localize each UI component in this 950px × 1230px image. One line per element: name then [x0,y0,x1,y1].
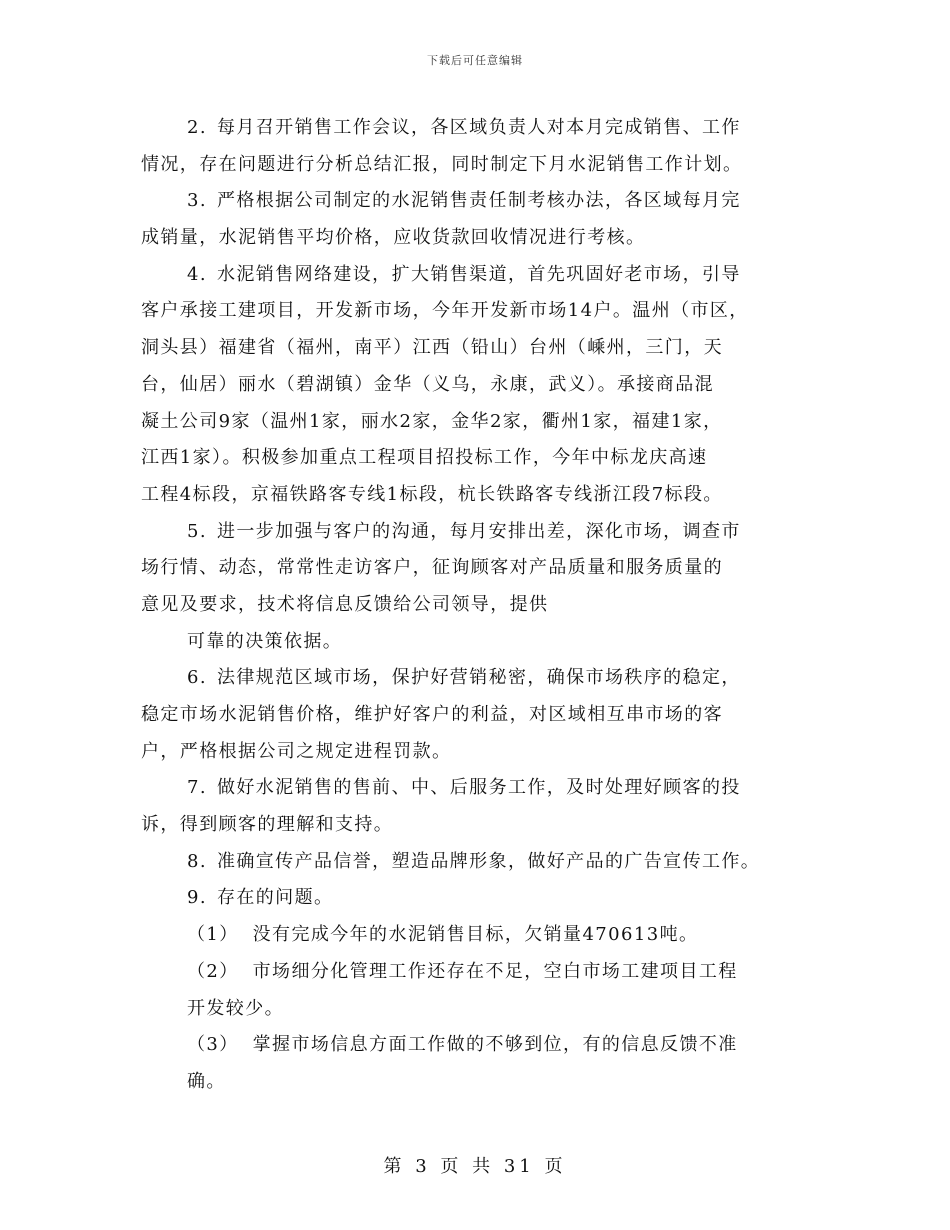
line-text: 进一步加强与客户的沟通，每月安排出差，深化市场，调查市 [216,520,741,542]
text-line [141,404,831,441]
line-text: 洞头县）福建省（福州，南平）江西（铅山）台州（嵊州，三门，天 [141,337,723,359]
text-line [141,293,831,330]
text-line [141,734,831,771]
line-text: 掌握市场信息方面工作做的不够到位，有的信息反馈不准 [252,1034,738,1056]
page-footer: 第 3 页 共 31 页 [383,1156,567,1177]
list-number: 6. [187,667,207,689]
line-text: 情况，存在问题进行分析总结汇报，同时制定下月水泥销售工作计划。 [141,153,743,175]
text-line [141,770,831,807]
line-text: 可靠的决策依据。 [187,630,343,652]
text-line [141,550,831,587]
line-text: 法律规范区域市场，保护好营销秘密，确保市场秩序的稳定， [216,667,741,689]
list-number: （2） [187,960,239,982]
list-number: 5. [187,520,207,542]
text-line [141,1064,831,1101]
text-line [141,330,831,367]
list-number: 8. [187,850,207,872]
line-text: 开发较少。 [187,997,284,1019]
text-line [141,147,831,184]
text-line [141,917,831,954]
text-line [141,660,831,697]
list-number: 9. [187,887,207,909]
text-line [141,807,831,844]
line-text: 凝土公司9家（温州1家，丽水2家，金华2家，衢州1家，福建1家， [141,410,723,432]
line-text: 诉，得到顾客的理解和支持。 [141,814,394,836]
text-line [141,991,831,1028]
line-text: 江西1家）。积极参加重点工程项目招投标工作，今年中标龙庆高速 [141,447,708,469]
text-line [141,844,831,881]
line-text: 确。 [187,1070,226,1092]
text-line [141,257,831,294]
line-text: 场行情、动态，常常性走访客户，征询顾客对产品质量和服务质量的 [141,557,723,579]
text-line [141,514,831,551]
text-line [141,440,831,477]
line-text: 严格根据公司制定的水泥销售责任制考核办法，各区域每月完 [216,190,741,212]
line-text: 工程4标段，京福铁路客专线1标段，杭长铁路客专线浙江段7标段。 [141,483,723,505]
text-line [141,880,831,917]
page-header: 下载后可任意编辑 [427,54,523,67]
text-line [141,220,831,257]
line-text: 每月召开销售工作会议，各区域负责人对本月完成销售、工作 [216,117,741,138]
text-line [141,624,831,661]
line-text: 客户承接工建项目，开发新市场，今年开发新市场14户。温州（市区， [141,300,749,322]
list-number: 3. [187,190,207,212]
line-text: 水泥销售网络建设，扩大销售渠道，首先巩固好老市场，引导 [216,263,741,285]
list-number: 7. [187,777,207,799]
text-line [141,183,831,220]
line-text: 意见及要求，技术将信息反馈给公司领导，提供 [141,593,549,615]
list-number: 4. [187,263,207,285]
text-line [141,110,831,147]
text-line [141,697,831,734]
line-text: 存在的问题。 [216,887,334,909]
text-line [141,477,831,514]
line-text: 成销量，水泥销售平均价格，应收货款回收情况进行考核。 [141,227,646,249]
list-number: （3） [187,1034,239,1056]
text-line [141,587,831,624]
line-text: 没有完成今年的水泥销售目标，欠销量470613吨。 [252,924,699,946]
line-text: 准确宣传产品信誉，塑造品牌形象，做好产品的广告宣传工作。 [216,850,761,872]
line-text: 做好水泥销售的售前、中、后服务工作，及时处理好顾客的投 [216,777,741,799]
line-text: 稳定市场水泥销售价格，维护好客户的利益，对区域相互串市场的客 [141,704,723,725]
line-text: 户，严格根据公司之规定进程罚款。 [141,740,452,762]
list-number: 2. [187,117,207,138]
line-text: 市场细分化管理工作还存在不足，空白市场工建项目工程 [252,960,738,982]
line-text: 台，仙居）丽水（碧湖镇）金华（义乌，永康，武义）。承接商品混 [141,373,714,395]
text-line [141,954,831,991]
list-number: （1） [187,924,239,946]
document-body [141,110,831,1101]
text-line [141,367,831,404]
text-line [141,1027,831,1064]
